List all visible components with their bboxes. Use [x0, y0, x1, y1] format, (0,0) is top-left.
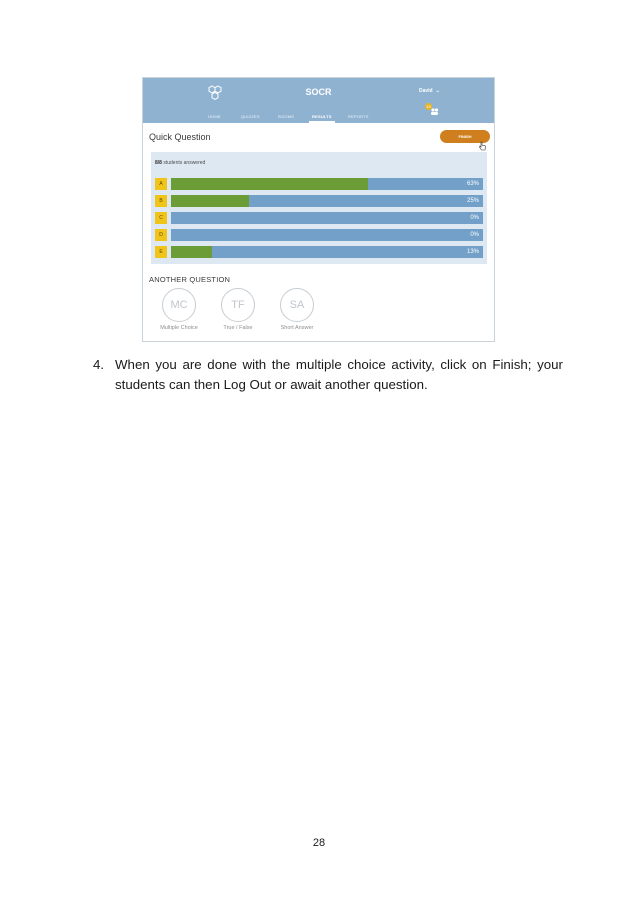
- nav-item-quizzes[interactable]: QUIZZES: [241, 114, 260, 119]
- page-number: 28: [312, 837, 326, 849]
- option-letter: D: [155, 229, 167, 241]
- top-bar: [143, 78, 494, 123]
- nav-item-reports[interactable]: REPORTS: [348, 114, 369, 119]
- question-type-short-answer[interactable]: [267, 288, 327, 331]
- finish-button[interactable]: FINISH: [440, 130, 490, 143]
- app-title: SOCR: [305, 87, 332, 97]
- result-percent: 0%: [470, 232, 479, 238]
- nav-item-results[interactable]: RESULTS: [312, 114, 332, 119]
- instruction-step: [93, 355, 563, 395]
- answered-text: students answered: [161, 160, 206, 166]
- question-type-badge: MC: [162, 288, 196, 322]
- result-percent: 13%: [466, 249, 479, 255]
- question-type-badge: SA: [280, 288, 314, 322]
- main-nav: [143, 114, 494, 123]
- result-percent: 25%: [466, 198, 479, 204]
- notification-badge: 15: [426, 104, 431, 109]
- result-percent: 63%: [466, 181, 479, 187]
- result-bar: [171, 212, 483, 224]
- question-type-multiple-choice[interactable]: [149, 288, 209, 331]
- answer-row-e: [155, 246, 484, 258]
- app-screenshot: [142, 77, 495, 342]
- result-bar: [171, 178, 483, 190]
- question-type-label: Multiple Choice: [160, 325, 198, 331]
- option-letter: B: [155, 195, 167, 207]
- question-type-badge: TF: [221, 288, 255, 322]
- step-text: When you are done with the multiple choice activity, click on Finish; your students can then Log Out or await another question.: [115, 357, 563, 392]
- result-bar: [171, 195, 483, 207]
- answer-row-a: [155, 178, 484, 190]
- quick-question-title: Quick Question: [149, 132, 211, 142]
- hand-cursor-icon: [479, 141, 486, 151]
- user-name: David: [419, 88, 433, 94]
- result-bar: [171, 246, 483, 258]
- question-type-true-false[interactable]: [208, 288, 268, 331]
- option-letter: C: [155, 212, 167, 224]
- result-bar: [171, 229, 483, 241]
- question-type-label: True / False: [223, 325, 253, 331]
- result-fill: [171, 246, 212, 258]
- option-letter: E: [155, 246, 167, 258]
- answer-row-c: [155, 212, 484, 224]
- result-percent: 0%: [470, 215, 479, 221]
- nav-item-rooms[interactable]: ROOMS: [278, 114, 295, 119]
- answer-row-d: [155, 229, 484, 241]
- nav-item-home[interactable]: HOME: [208, 114, 221, 119]
- option-letter: A: [155, 178, 167, 190]
- result-fill: [171, 195, 249, 207]
- step-number: 4.: [93, 357, 105, 372]
- chevron-down-icon: ⌄: [435, 88, 440, 94]
- answer-row-b: [155, 195, 484, 207]
- answered-count: 8/8: [155, 160, 162, 166]
- another-question-title: ANOTHER QUESTION: [149, 275, 231, 284]
- result-fill: [171, 178, 368, 190]
- notifications-button[interactable]: [427, 105, 438, 114]
- answered-summary: [155, 160, 205, 166]
- results-panel: [151, 152, 487, 264]
- user-menu[interactable]: [419, 88, 440, 94]
- question-type-label: Short Answer: [280, 325, 314, 331]
